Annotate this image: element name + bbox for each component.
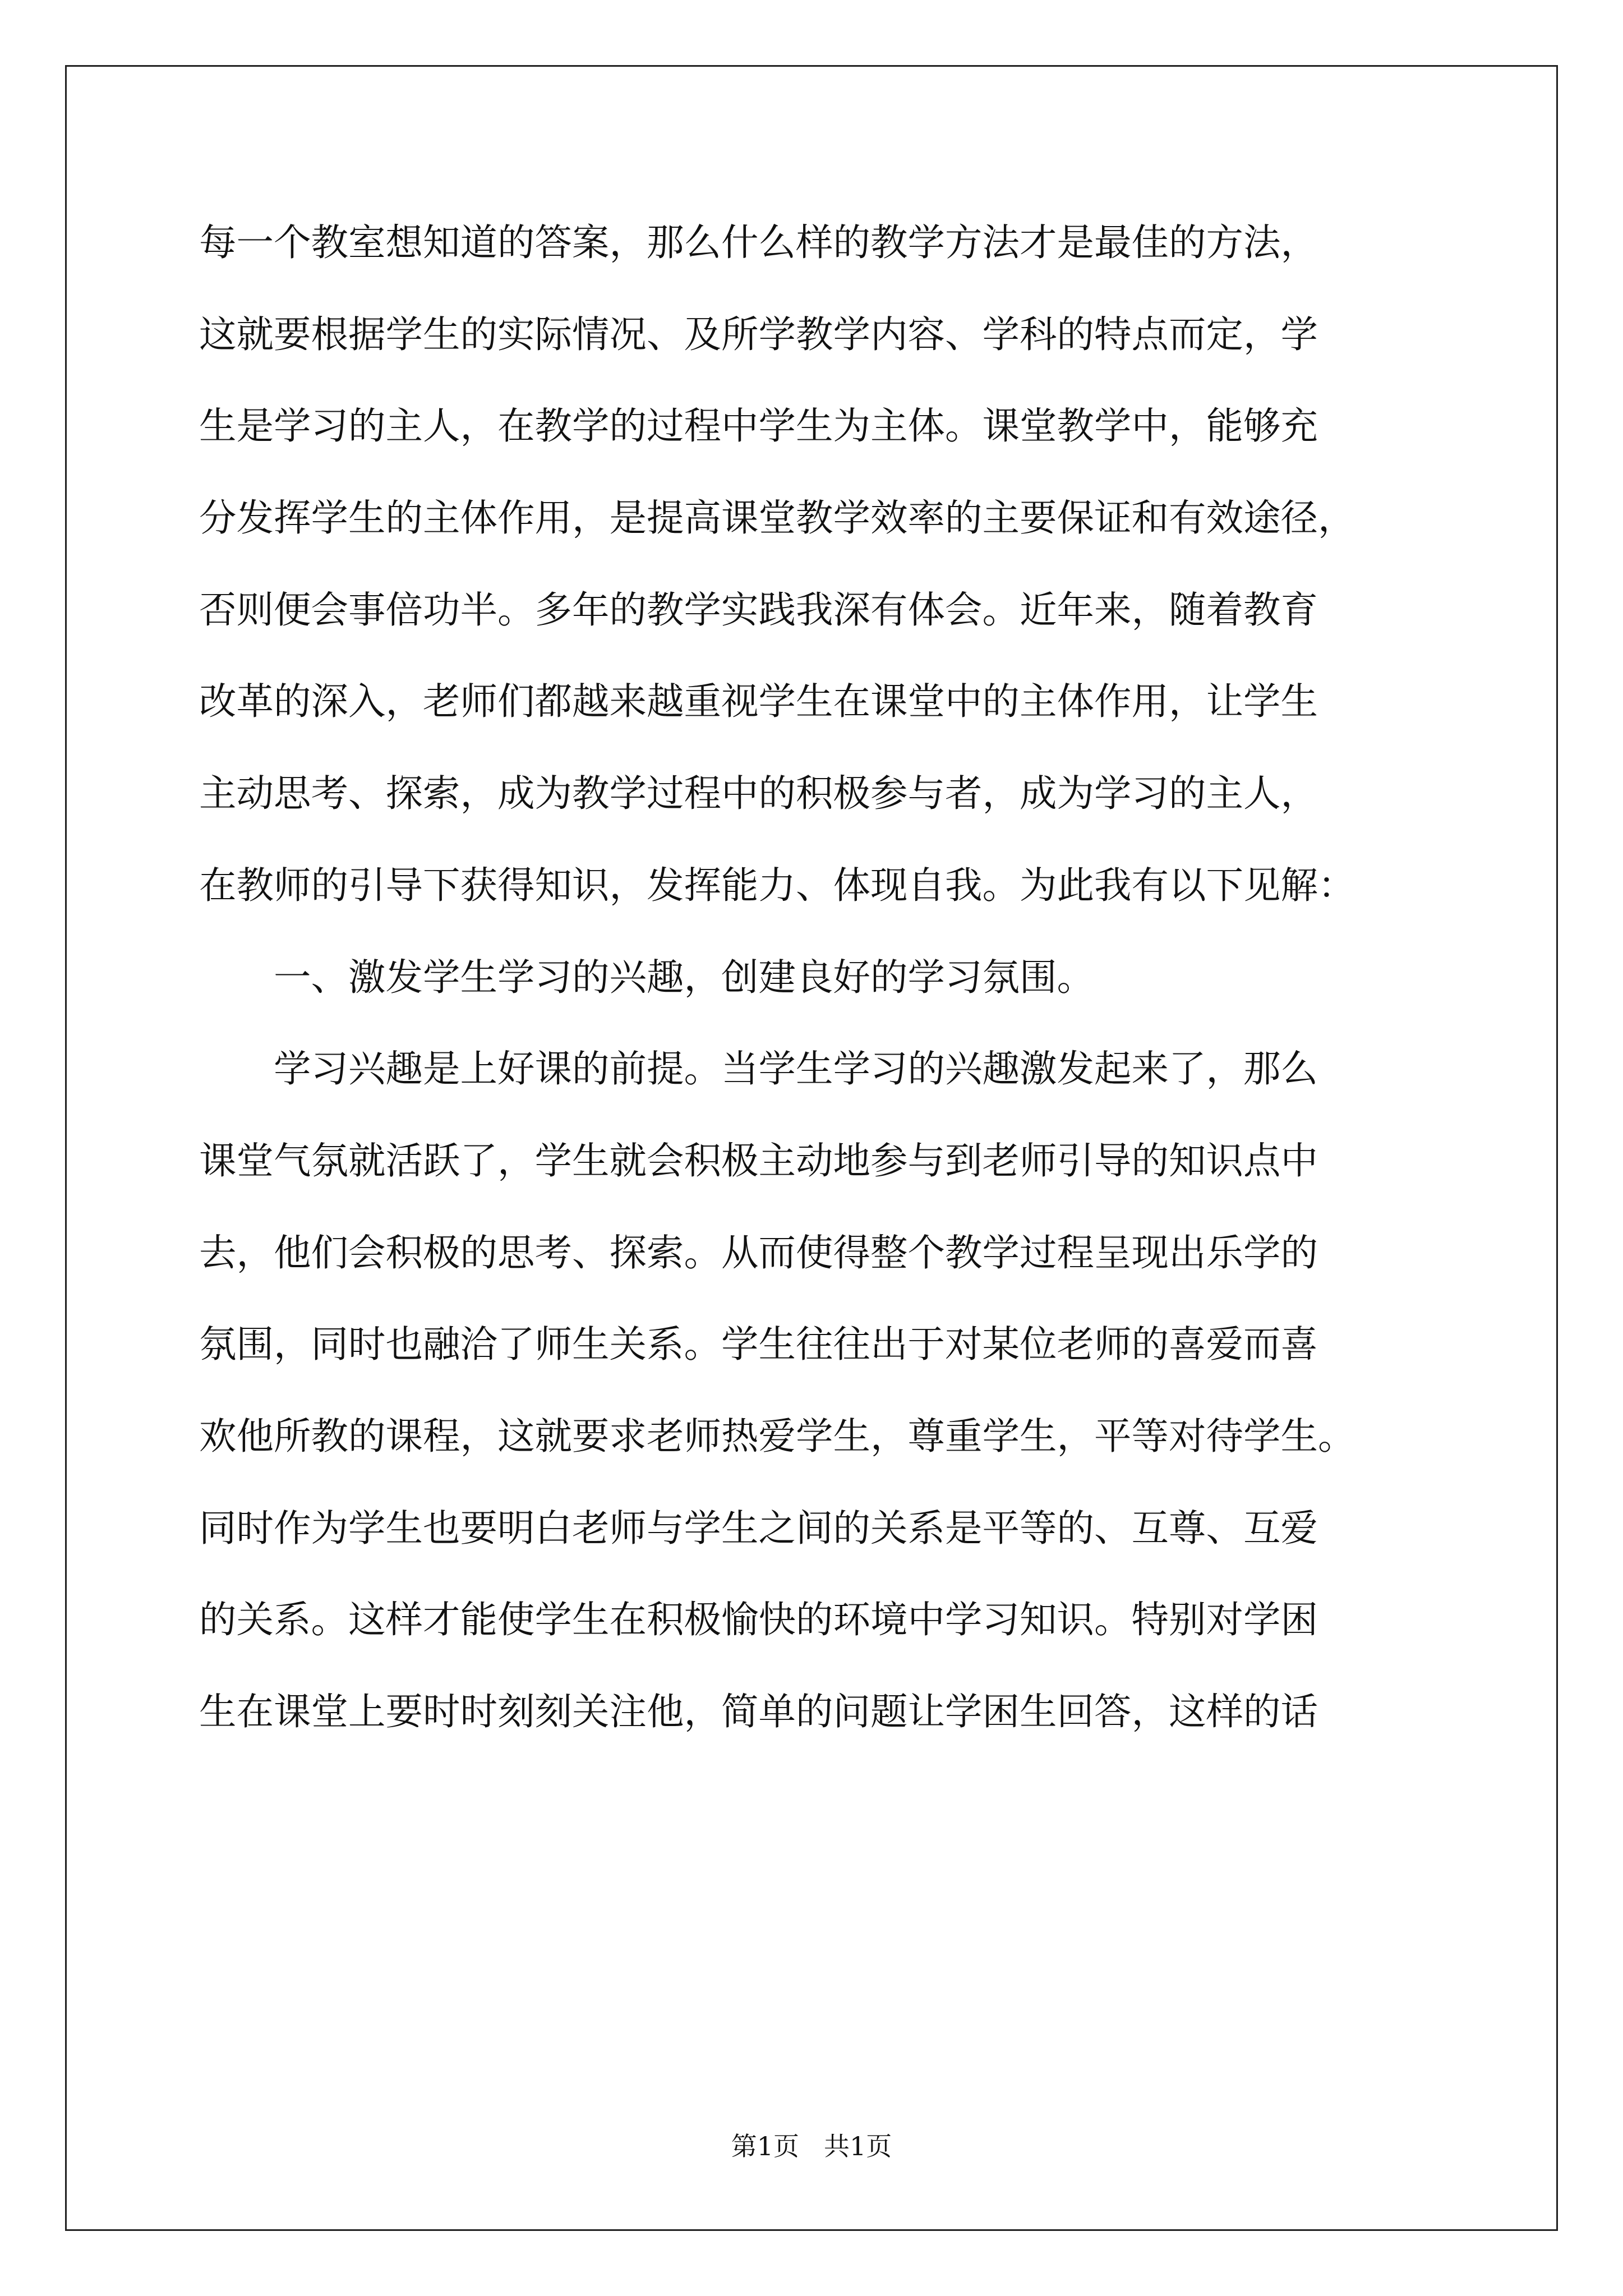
text-line: 生在课堂上要时时刻刻关注他，简单的问题让学困生回答，这样的话: [199, 1690, 1318, 1733]
page-number: 第1页: [731, 2131, 799, 2161]
text-line: 课堂气氛就活跃了，学生就会积极主动地参与到老师引导的知识点中: [199, 1138, 1318, 1182]
text-line: 的关系。这样才能使学生在积极愉快的环境中学习知识。特别对学困: [199, 1598, 1318, 1642]
text-line: 否则便会事倍功半。多年的教学实践我深有体会。近年来，随着教育: [199, 587, 1318, 632]
section-heading: 一、激发学生学习的兴趣，创建良好的学习氛围。: [274, 955, 1094, 999]
text-line: 这就要根据学生的实际情况、及所学教学内容、学科的特点而定，学: [199, 312, 1318, 356]
text-line: 生是学习的主人，在教学的过程中学生为主体。课堂教学中，能够充: [199, 404, 1318, 448]
page-footer: [0, 2129, 1623, 2163]
paragraph-start: 学习兴趣是上好课的前提。当学生学习的兴趣激发起来了，那么: [274, 1047, 1318, 1091]
text-line: 去，他们会积极的思考、探索。从而使得整个教学过程呈现出乐学的: [199, 1230, 1318, 1274]
text-line: 分发挥学生的主体作用，是提高课堂教学效率的主要保证和有效途径，: [199, 496, 1355, 540]
document-body: [199, 209, 1427, 1770]
text-line: 在教师的引导下获得知识，发挥能力、体现自我。为此我有以下见解：: [199, 863, 1355, 907]
text-line: 氛围，同时也融洽了师生关系。学生往往出于对某位老师的喜爱而喜: [199, 1322, 1318, 1366]
text-line: 每一个教室想知道的答案，那么什么样的教学方法才是最佳的方法，: [199, 220, 1318, 264]
text-line: 同时作为学生也要明白老师与学生之间的关系是平等的、互尊、互爱: [199, 1506, 1318, 1550]
text-line: 欢他所教的课程，这就要求老师热爱学生，尊重学生，平等对待学生。: [199, 1414, 1355, 1458]
page-total: 共1页: [824, 2131, 892, 2161]
text-line: 改革的深入，老师们都越来越重视学生在课堂中的主体作用，让学生: [199, 679, 1318, 724]
text-line: 主动思考、探索，成为教学过程中的积极参与者，成为学习的主人，: [199, 771, 1318, 816]
